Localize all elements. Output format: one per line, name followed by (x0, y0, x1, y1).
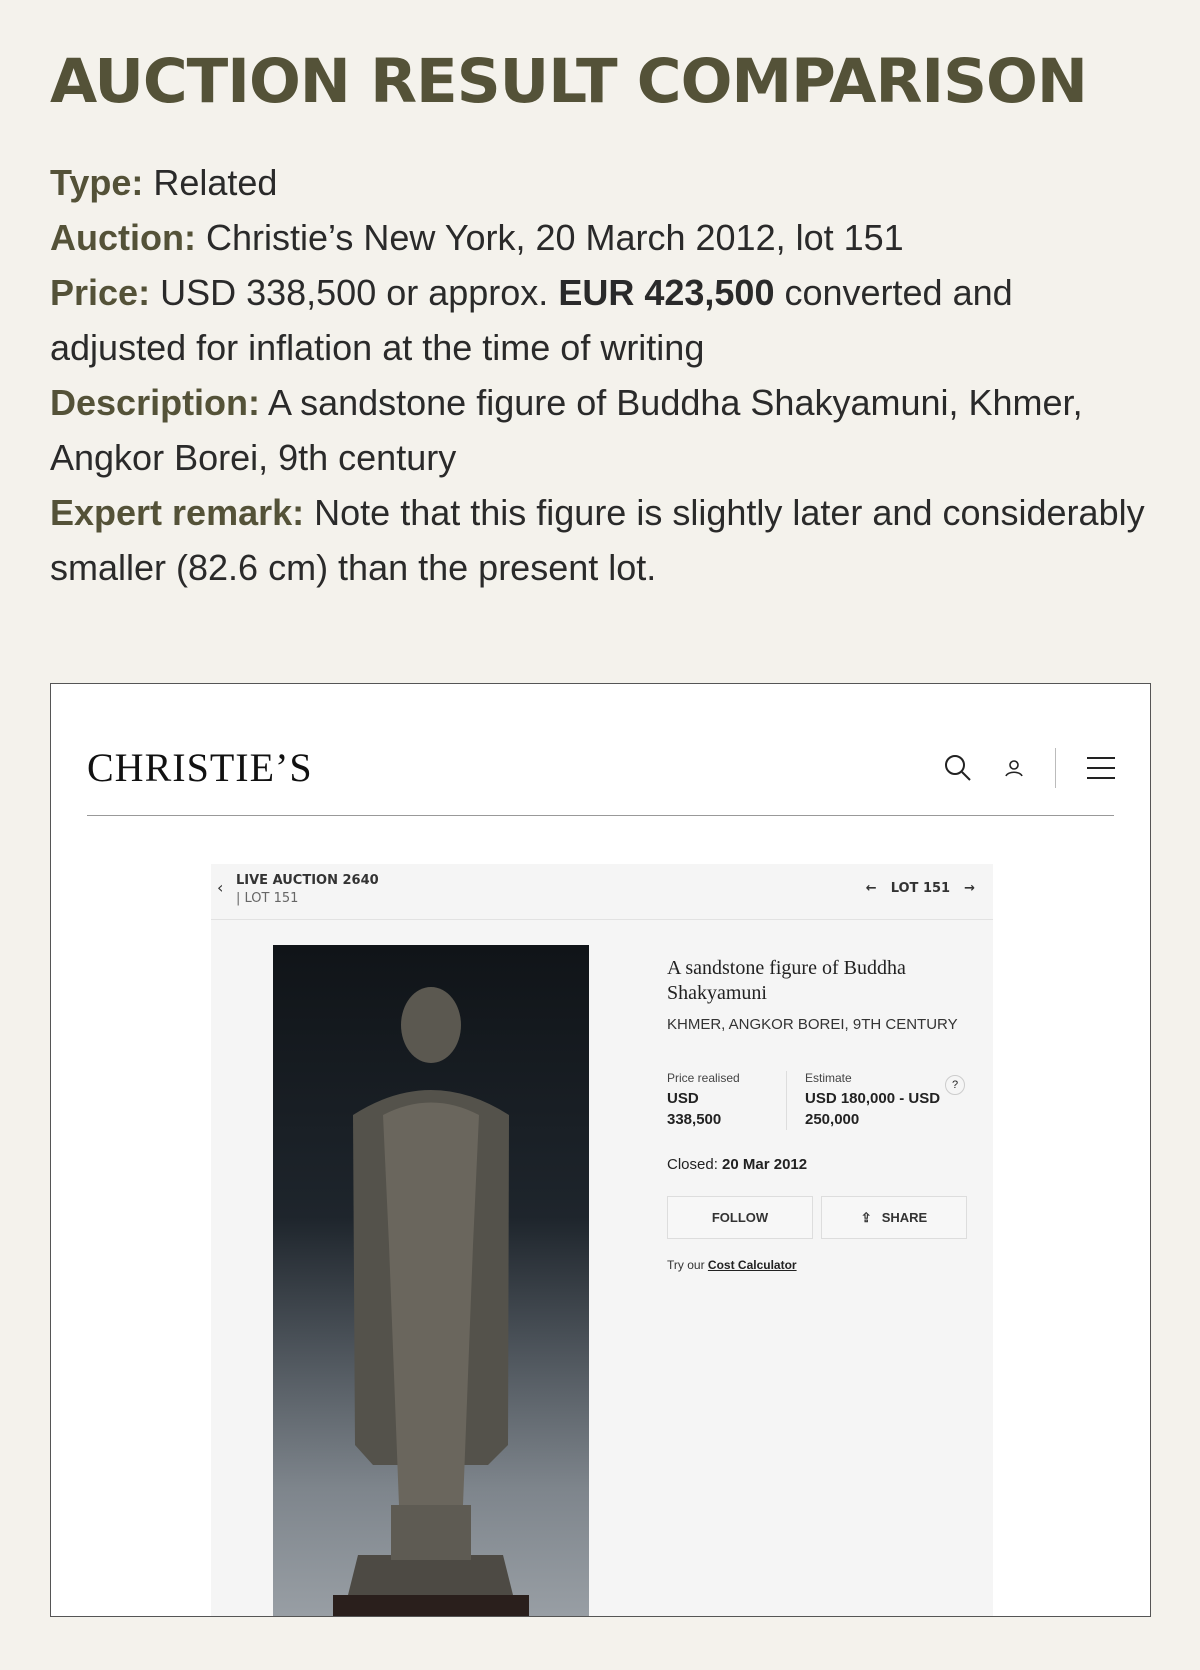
christies-logo[interactable]: CHRISTIE’S (87, 745, 313, 790)
next-lot-arrow-icon[interactable]: → (964, 881, 975, 896)
share-button[interactable] (821, 1196, 967, 1239)
price-realised-label: Price realised (667, 1071, 740, 1085)
lot-subtitle: KHMER, ANGKOR BOREI, 9TH CENTURY (667, 1016, 958, 1033)
auction-label: Auction: (50, 217, 196, 258)
price-realised-value: USD 338,500 (667, 1090, 722, 1128)
price-label: Price: (50, 272, 151, 313)
christies-screenshot (50, 683, 1151, 1617)
remark-value: Note that this figure is slightly later and considerably smaller (82.6 cm) than the present lot. (50, 492, 1145, 588)
breadcrumb-lot: | LOT 151 (236, 891, 299, 906)
cost-calculator-link[interactable]: Cost Calculator (707, 1258, 797, 1272)
estimate-value: USD 180,000 - USD 250,000 (805, 1090, 941, 1128)
description-value: A sandstone figure of Buddha Shakyamuni, Khmer, Angkor Borei, 9th century (50, 382, 1083, 478)
type-value: Related (153, 162, 278, 203)
price-eur: EUR 423,500 (558, 272, 775, 313)
page-title: AUCTION RESULT COMPARISON (50, 46, 1087, 117)
menu-icon[interactable] (1086, 755, 1116, 781)
closed-date: 20 Mar 2012 (722, 1156, 808, 1173)
auction-info (50, 155, 1150, 595)
back-chevron-icon[interactable]: ‹ (217, 878, 224, 897)
estimate-label: Estimate (805, 1071, 852, 1085)
share-label: SHARE (881, 1210, 928, 1225)
divider (1055, 748, 1056, 788)
share-icon: ⇪ (860, 1209, 872, 1225)
calc-prefix: Try our (667, 1258, 705, 1272)
prev-lot-arrow-icon[interactable]: ← (865, 881, 877, 896)
buddha-statue-image (273, 945, 589, 1617)
lot-number: LOT 151 (890, 881, 951, 896)
price-usd: USD 338,500 or approx. (160, 272, 549, 313)
header-divider (87, 815, 1114, 816)
search-icon[interactable] (943, 753, 973, 783)
lot-panel (211, 864, 993, 1617)
help-icon[interactable]: ? (945, 1075, 965, 1095)
follow-button[interactable]: FOLLOW (667, 1196, 813, 1239)
description-label: Description: (50, 382, 261, 423)
lot-title: A sandstone figure of Buddha Shakyamuni (667, 957, 906, 1004)
lot-image[interactable] (273, 945, 589, 1617)
price-note: converted and adjusted for inflation at the time of writing (50, 272, 1013, 368)
account-icon[interactable] (1003, 757, 1025, 779)
type-label: Type: (50, 162, 144, 203)
breadcrumb-auction[interactable]: LIVE AUCTION 2640 (236, 873, 379, 888)
closed-label: Closed: (667, 1156, 718, 1173)
auction-value: Christie’s New York, 20 March 2012, lot 151 (205, 217, 904, 258)
remark-label: Expert remark: (50, 492, 305, 533)
